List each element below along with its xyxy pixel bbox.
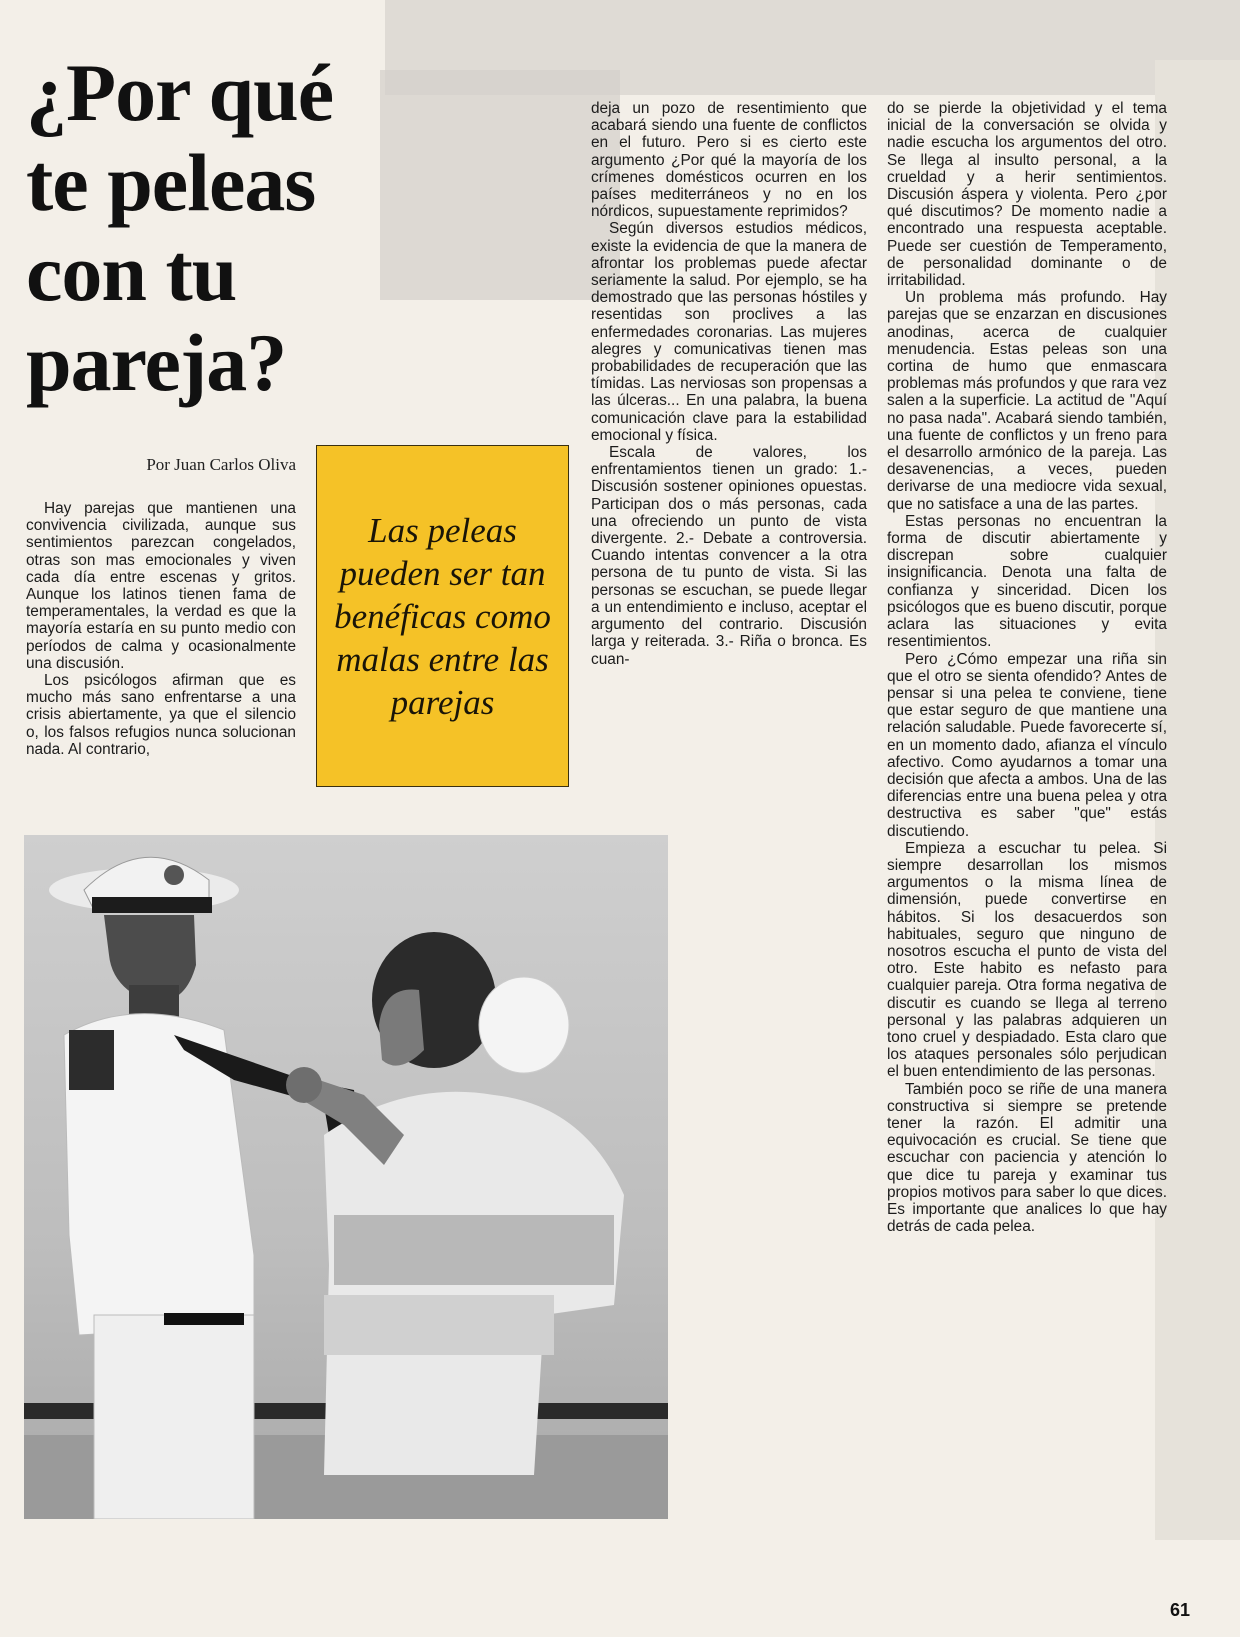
paragraph: También poco se riñe de una manera constructiva si siempre se pretende tener la razón. El admitir una equivocación es crucial. Se tiene que escuchar con paciencia y atención lo que dice tu pareja y examinar tus propios motivos para saber lo que dices. Es importante que analices lo que hay detrás de cada pelea. [887, 1080, 1167, 1236]
paragraph: Pero ¿Cómo empezar una riña sin que el otro se sienta ofendido? Antes de pensar si una pelea te conviene, tiene que estar seguro de que mantiene una relación saludable. Puede favorecerte sí, en un momento dado, afianza el vínculo afectivo. Como ayudarnos a tomar una decisión que afecta a ambos. Una de las diferencias entre una buena pelea y otra destructiva es saber "que" estás discutiendo. [887, 650, 1167, 840]
paragraph: Empieza a escuchar tu pelea. Si siempre desarrollan los mismos argumentos o la misma línea de dimensión, puede convertirse en hábitos. Si los desacuerdos son habituales, seguro que ninguno de nosotros escucha el punto de vista del otro. Este habito es nefasto para cualquier pareja. Otra forma negativa de discutir es cuando se llega al terreno personal y las palabras adquieren un tono cruel y despiadado. Esta claro que los ataques personales sólo perjudican el buen entendimiento de las personas. [887, 839, 1167, 1081]
paragraph: Estas personas no encuentran la forma de discutir abiertamente y discrepan sobre cualquier insignificancia. Denota una falta de confianza y sinceridad. Dicen los psicólogos que es bueno discutir, porque aclara las situaciones y evita resentimientos. [887, 512, 1167, 651]
paragraph: Escala de valores, los enfrentamientos tienen un grado: 1.- Discusión sostener opiniones opuestas. Participan dos o más personas, cada una ofreciendo un punto de vista divergente. 2.- Debate a controversia. Cuando intentas convencer a la otra persona de tu punto de vista. Si las personas se escuchan, se puede llegar a un entendimiento e incluso, aceptar el argumento del contrario. Discusión larga y reiterada. 3.- Riña o bronca. Es cuan- [591, 444, 867, 668]
pull-quote-box [316, 445, 569, 787]
paragraph: deja un pozo de resentimiento que acabará siendo una fuente de conflictos en el futuro. Pero si es cierto este argumento ¿Por qué la mayoría de los crímenes domésticos ocurren en los países mediterráneos y no en los nórdicos, supuestamente reprimidos? [591, 100, 867, 221]
paragraph: Hay parejas que mantienen una convivencia civilizada, aunque sus sentimientos parezcan congelados, otras son mas emocionales y viven cada día entre escenas y gritos. Aunque los latinos tienen fama de temperamentales, la verdad es que la mayoría estaría en su punto medio con períodos de calma y ocasionalmente una discusión. [26, 500, 296, 672]
paragraph: Según diversos estudios médicos, existe la evidencia de que la manera de afrontar los problemas puede afectar seriamente la salud. Por ejemplo, se ha demostrado que las personas hóstiles y resentidas son proclives a las enfermedades coronarias. Las mujeres alegres y comunicativas tienen mas probabilidades de recuperación que las tímidas. Las nerviosas son propensas a las úlceras... En una palabra, la buena comunicación clave para la estabilidad emocional y física. [591, 220, 867, 444]
article-column-2 [591, 100, 867, 668]
paragraph: Un problema más profundo. Hay parejas que se enzarzan en discusiones anodinas, acerca de cualquier menudencia. Estas peleas son una cortina de humo que enmascara problemas más profundos y que rara vez salen a la superficie. La actitud de "Aquí no pasa nada". Acabará siendo también, una fuente de conflictos y un freno para el desarrollo armónico de la pareja. Las desavenencias, a veces, pueden derivarse de una mediocre vida sexual, que no satisface a una de las partes. [887, 289, 1167, 513]
pull-quote: Las peleas pueden ser tan benéficas como malas entre las parejas [334, 510, 551, 722]
article-title: ¿Por qué te peleas con tu pareja? [26, 47, 334, 408]
page-number: 61 [1170, 1600, 1191, 1620]
paragraph: Los psicólogos afirman que es mucho más sano enfrentarse a una crisis abiertamente, ya que el silencio o, los falsos refugios nunca solucionan nada. Al contrario, [26, 672, 296, 758]
article-column-1 [26, 500, 296, 758]
byline: Por Juan Carlos Oliva [146, 455, 296, 474]
couple-photo-illustration [24, 835, 668, 1519]
adjacent-page-bleed-gray [380, 70, 620, 300]
article-column-3 [887, 100, 1167, 1235]
paragraph: do se pierde la objetividad y el tema inicial de la conversación se olvida y nadie escucha los argumentos del otro. Se llega al insulto personal, a la crueldad y a herir sentimientos. Discusión áspera y violenta. Pero ¿por qué discutimos? De momento nadie a encontrado una respuesta aceptable. Puede ser cuestión de Temperamento, de personalidad dominante o de irritabilidad. [887, 100, 1167, 290]
adjacent-page-bleed-right [1155, 60, 1240, 1540]
couple-photo [24, 835, 668, 1519]
